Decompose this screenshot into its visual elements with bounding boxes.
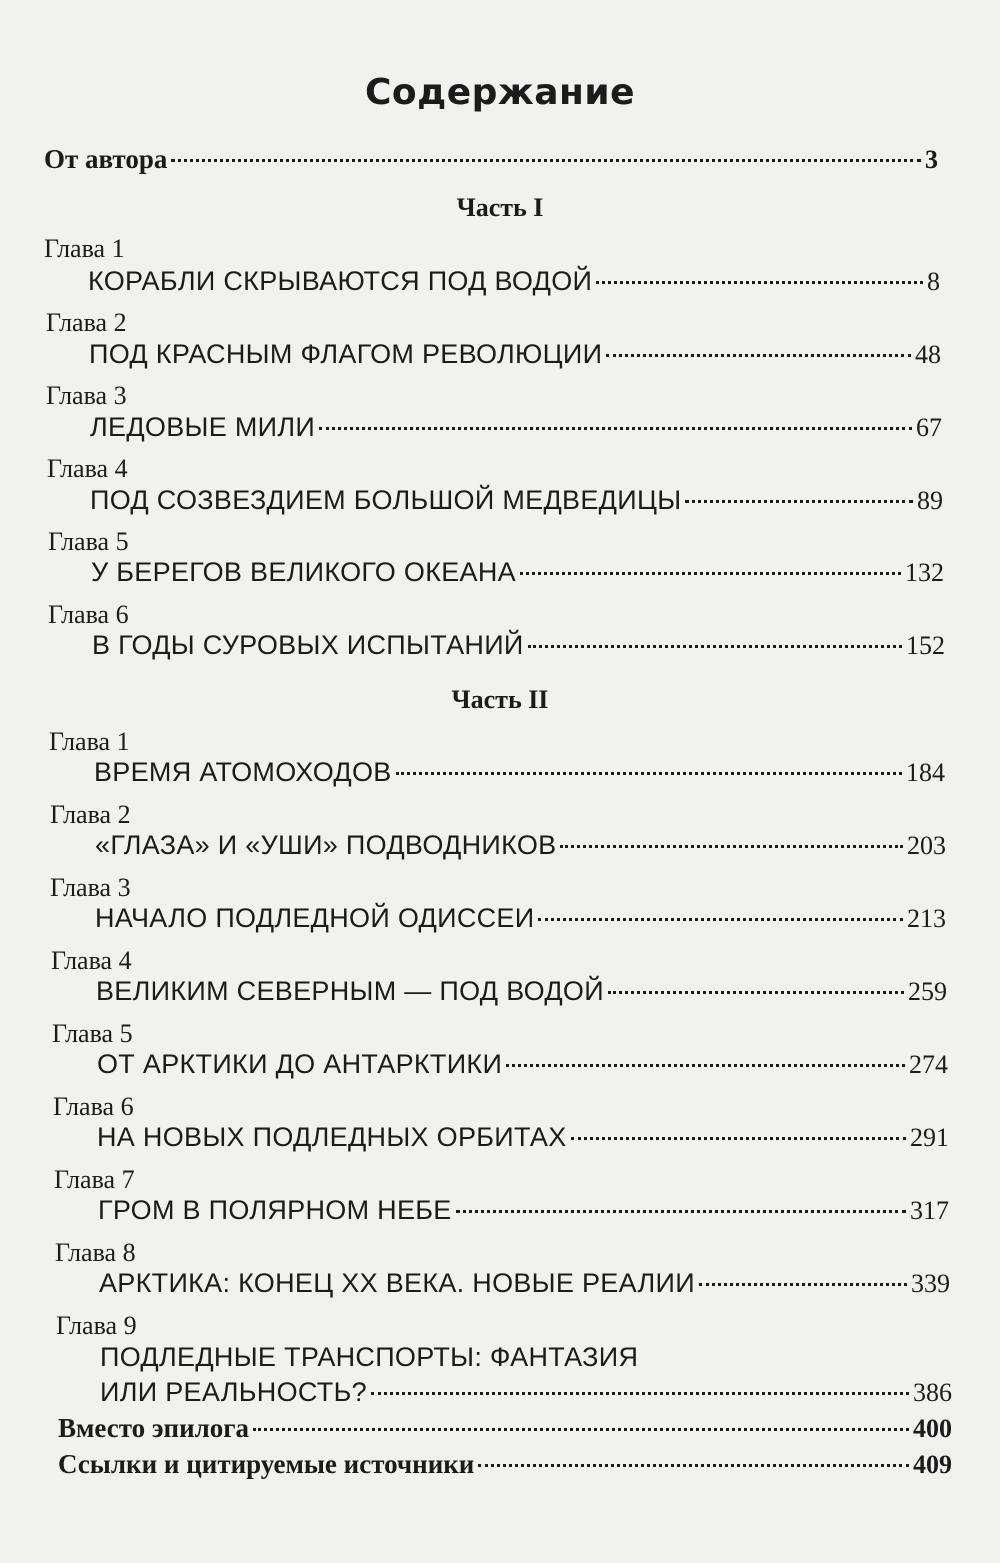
toc-entry-chapter[interactable]	[99, 1266, 950, 1300]
toc-entry-epilogue[interactable]	[58, 1411, 952, 1445]
chapter-label: Глава 1	[44, 234, 125, 263]
toc-entry-chapter[interactable]	[89, 337, 941, 371]
toc-entry-chapter[interactable]	[92, 628, 945, 662]
chapter-page: 339	[911, 1269, 950, 1298]
chapter-page: 213	[907, 904, 946, 933]
dot-leader	[478, 1464, 909, 1467]
chapter-label: Глава 5	[52, 1019, 133, 1048]
toc-entry-references[interactable]	[58, 1447, 952, 1481]
chapter-label: Глава 9	[56, 1311, 137, 1340]
part-heading: Часть I	[456, 193, 544, 222]
chapter-label: Глава 1	[49, 727, 130, 756]
chapter-page: 386	[913, 1378, 952, 1407]
dot-leader	[171, 159, 921, 162]
chapter-title: ВЕЛИКИМ СЕВЕРНЫМ — ПОД ВОДОЙ	[96, 976, 604, 1006]
dot-leader	[506, 1064, 905, 1067]
toc-entry-chapter[interactable]	[98, 1193, 949, 1227]
chapter-label: Глава 5	[48, 527, 129, 556]
dot-leader	[685, 500, 913, 503]
chapter-label: Глава 2	[46, 308, 127, 337]
toc-entry-chapter[interactable]	[96, 974, 947, 1008]
toc-entry-chapter[interactable]	[90, 410, 942, 444]
toc-entry-chapter[interactable]	[94, 755, 945, 789]
chapter-page: 8	[927, 267, 940, 296]
toc-entry-chapter[interactable]	[95, 901, 946, 935]
dot-leader	[606, 354, 911, 357]
chapter-label: Глава 3	[50, 873, 131, 902]
chapter-page: 291	[910, 1123, 949, 1152]
toc-entry-chapter[interactable]	[97, 1047, 948, 1081]
chapter-title: ОТ АРКТИКИ ДО АНТАРКТИКИ	[97, 1049, 503, 1079]
chapter-page: 48	[915, 340, 941, 369]
chapter-label: Глава 6	[48, 600, 129, 629]
dot-leader	[253, 1428, 909, 1431]
chapter-page: 152	[906, 631, 945, 660]
chapter-title-line-1: ПОДЛЕДНЫЕ ТРАНСПОРТЫ: ФАНТАЗИЯ	[100, 1342, 639, 1372]
chapter-page: 274	[909, 1050, 948, 1079]
chapter-title: АРКТИКА: КОНЕЦ XX ВЕКА. НОВЫЕ РЕАЛИИ	[99, 1268, 695, 1298]
chapter-label: Глава 4	[51, 946, 132, 975]
toc-entry-chapter[interactable]	[90, 483, 943, 517]
chapter-page: 67	[916, 413, 942, 442]
dot-leader	[699, 1283, 907, 1286]
chapter-title: «ГЛАЗА» И «УШИ» ПОДВОДНИКОВ	[95, 830, 557, 860]
chapter-label: Глава 7	[54, 1165, 135, 1194]
chapter-title: В ГОДЫ СУРОВЫХ ИСПЫТАНИЙ	[92, 630, 524, 660]
toc-entry-chapter[interactable]	[91, 555, 944, 589]
chapter-title-line-2: ИЛИ РЕАЛЬНОСТЬ?	[100, 1377, 367, 1407]
dot-leader	[456, 1210, 906, 1213]
toc-entry-chapter[interactable]	[100, 1375, 952, 1409]
entry-label: Ссылки и цитируемые источники	[58, 1449, 475, 1479]
entry-page: 400	[913, 1414, 952, 1443]
chapter-page: 89	[917, 486, 943, 515]
chapter-title: ВРЕМЯ АТОМОХОДОВ	[94, 757, 392, 787]
chapter-title: НАЧАЛО ПОДЛЕДНОЙ ОДИССЕИ	[95, 903, 535, 933]
chapter-title: ПОД СОЗВЕЗДИЕМ БОЛЬШОЙ МЕДВЕДИЦЫ	[90, 485, 682, 515]
chapter-page: 184	[906, 758, 945, 787]
dot-leader	[560, 845, 903, 848]
dot-leader	[608, 991, 904, 994]
part-heading: Часть II	[451, 685, 549, 714]
toc-entry-chapter[interactable]	[88, 264, 940, 298]
chapter-label: Глава 6	[53, 1092, 134, 1121]
dot-leader	[538, 918, 903, 921]
entry-label: От автора	[44, 144, 168, 174]
dot-leader	[520, 572, 901, 575]
chapter-page: 259	[908, 977, 947, 1006]
chapter-title: ГРОМ В ПОЛЯРНОМ НЕБЕ	[98, 1195, 452, 1225]
chapter-page: 132	[905, 558, 944, 587]
entry-page: 3	[925, 145, 938, 174]
entry-page: 409	[913, 1450, 952, 1479]
chapter-label: Глава 4	[47, 454, 128, 483]
toc-entry-intro[interactable]	[44, 142, 938, 176]
toc-entry-chapter[interactable]	[97, 1120, 949, 1154]
dot-leader	[396, 772, 902, 775]
chapter-label: Глава 2	[50, 800, 131, 829]
dot-leader	[371, 1392, 909, 1395]
dot-leader	[596, 281, 923, 284]
dot-leader	[528, 645, 902, 648]
chapter-title: ЛЕДОВЫЕ МИЛИ	[90, 412, 316, 442]
dot-leader	[319, 427, 912, 430]
page-title: Содержание	[364, 72, 636, 113]
toc-entry-chapter[interactable]	[95, 828, 946, 862]
chapter-label: Глава 8	[55, 1238, 136, 1267]
chapter-page: 317	[910, 1196, 949, 1225]
dot-leader	[571, 1137, 906, 1140]
chapter-page: 203	[907, 831, 946, 860]
chapter-label: Глава 3	[46, 381, 127, 410]
chapter-title: НА НОВЫХ ПОДЛЕДНЫХ ОРБИТАХ	[97, 1122, 567, 1152]
entry-label: Вместо эпилога	[58, 1413, 250, 1443]
chapter-title: ПОД КРАСНЫМ ФЛАГОМ РЕВОЛЮЦИИ	[89, 339, 603, 369]
chapter-title: У БЕРЕГОВ ВЕЛИКОГО ОКЕАНА	[91, 557, 516, 587]
chapter-title: КОРАБЛИ СКРЫВАЮТСЯ ПОД ВОДОЙ	[88, 266, 593, 296]
